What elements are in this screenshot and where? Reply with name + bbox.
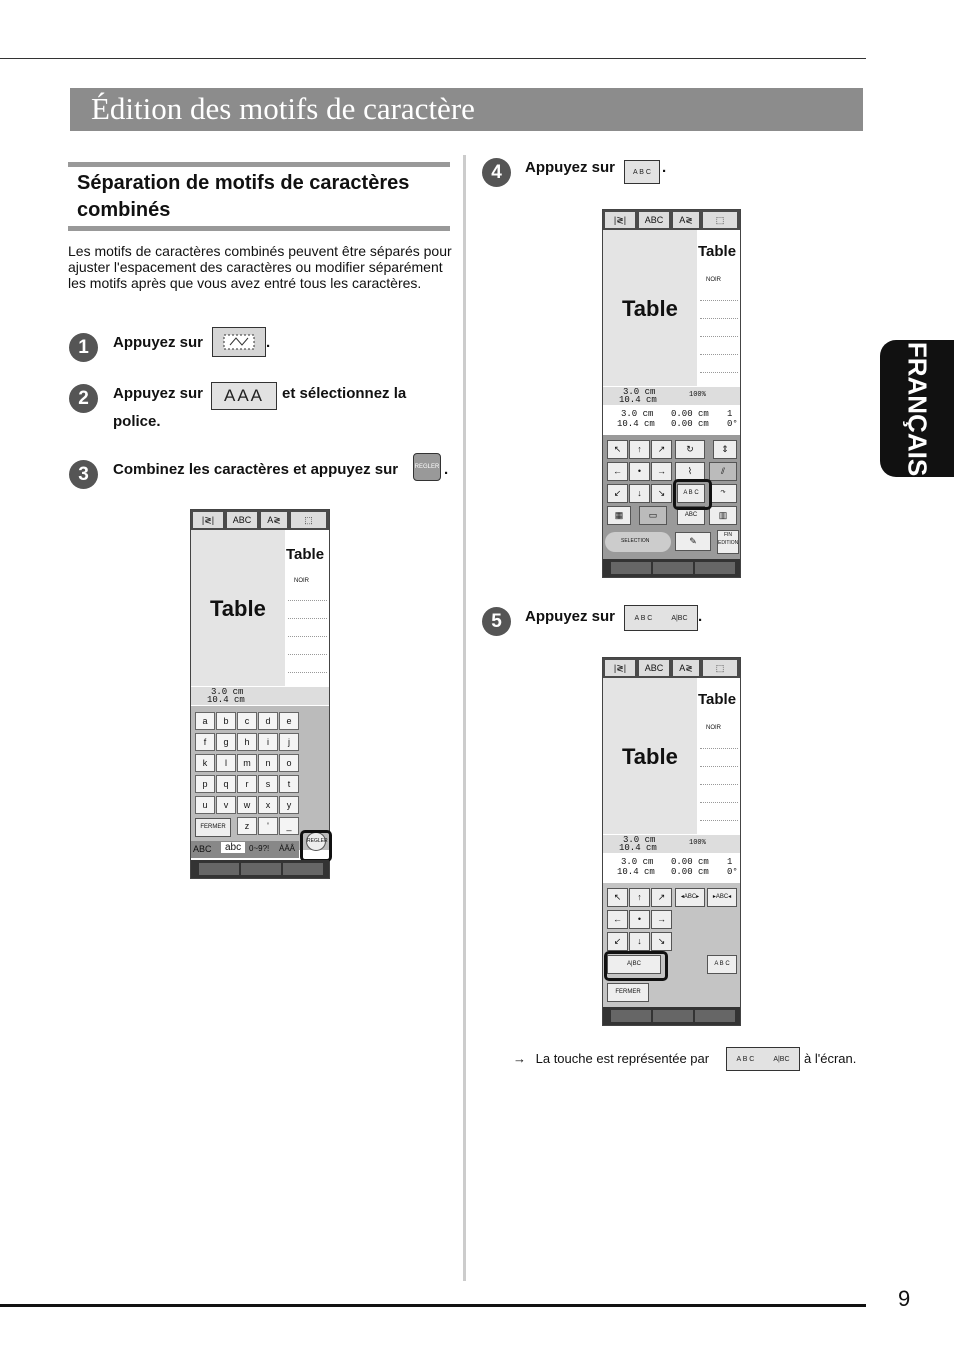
key-u[interactable]: u — [195, 796, 215, 814]
bottom-btn-1[interactable] — [199, 863, 239, 875]
split-icon-left: A B C — [634, 614, 653, 622]
position-info — [603, 855, 740, 881]
center-button[interactable]: • — [629, 462, 650, 481]
size-height: 10.4 cm — [207, 695, 245, 705]
rotate-button[interactable]: ↻ — [675, 440, 705, 459]
size-info-row — [603, 387, 740, 405]
key-r[interactable]: r — [237, 775, 257, 793]
preview-word: Table — [622, 296, 678, 321]
char-tabs — [191, 841, 299, 858]
screen-bottom-bar — [191, 860, 329, 878]
size-height: 10.4 cm — [619, 843, 657, 853]
keyboard-panel — [191, 706, 329, 850]
angle: 0° — [727, 419, 738, 429]
tab-needle: |≷| — [605, 660, 635, 676]
step-2-after: et sélectionnez la — [282, 385, 407, 402]
size-width: 3.0 cm — [623, 387, 656, 397]
language-tab — [880, 340, 954, 477]
step-1-text — [113, 329, 203, 357]
bottom-rule — [0, 1304, 866, 1307]
intro-paragraph: Les motifs de caractères combinés peuvent être séparés pour ajuster l'espacement des caractères ou modifier séparément les motifs après que vous avez entré tous les caractères. — [68, 243, 452, 291]
arrow-up-right-button[interactable]: ↗ — [651, 888, 672, 907]
title-bar — [70, 88, 863, 131]
char-tab-lower[interactable]: abc — [221, 842, 245, 853]
spacing-panel — [603, 883, 740, 1007]
border-button[interactable]: ▭ — [639, 506, 667, 525]
zoom-level[interactable]: 100% — [689, 839, 706, 847]
letter-spacing-icon: A B C — [624, 160, 660, 184]
key-f[interactable]: f — [195, 733, 215, 751]
key-s[interactable]: s — [258, 775, 278, 793]
step-3-label: Combinez les caractères et appuyez sur — [113, 461, 399, 478]
size-width: 3.0 cm — [211, 687, 244, 697]
size-width: 3.0 cm — [623, 835, 656, 845]
arrow-left-button[interactable]: ← — [607, 462, 628, 481]
note — [513, 1048, 709, 1070]
preview-word: Table — [210, 596, 266, 621]
tab-font: A≷ — [673, 212, 699, 228]
note-after: à l'écran. — [804, 1051, 857, 1066]
bottom-btn-3[interactable] — [695, 562, 735, 574]
size-button[interactable]: ⇕ — [713, 440, 737, 459]
step-1-label: Appuyez sur — [113, 334, 204, 351]
thread-color: NOIR — [706, 277, 721, 283]
step-number-4: 4 — [482, 158, 511, 187]
arrow-down-left-button[interactable]: ↙ — [607, 484, 628, 503]
screen-spacing — [602, 657, 741, 1026]
char-tab-accent[interactable]: ÀÄÂ — [279, 844, 296, 853]
column-separator — [463, 155, 466, 1281]
note-icon-left: A B C — [736, 1055, 755, 1063]
tab-abc: ABC — [639, 212, 669, 228]
key-p[interactable]: p — [195, 775, 215, 793]
edit-button[interactable]: ✎ — [675, 532, 711, 551]
preview-area — [191, 530, 285, 686]
bottom-btn-2[interactable] — [653, 562, 693, 574]
key-h[interactable]: h — [237, 733, 257, 751]
key-l[interactable]: l — [216, 754, 236, 772]
arrow-up-right-button[interactable]: ↗ — [651, 440, 672, 459]
tab-abc: ABC — [227, 512, 257, 528]
arrow-up-button[interactable]: ↑ — [629, 440, 650, 459]
offset-x: 0.00 cm — [671, 409, 709, 419]
step-number-5: 5 — [482, 607, 511, 636]
highlight-spacing-button — [673, 479, 712, 510]
arrow-left-button[interactable]: ← — [607, 910, 628, 929]
step-number-3: 3 — [69, 460, 98, 489]
thread-list — [286, 530, 329, 686]
bottom-btn-3[interactable] — [695, 1010, 735, 1022]
step-5-label: Appuyez sur — [525, 608, 616, 625]
key-c[interactable]: c — [237, 712, 257, 730]
page-number: 9 — [898, 1286, 911, 1311]
note-icon-right: A|BC — [773, 1055, 790, 1063]
offset-x: 0.00 cm — [671, 857, 709, 867]
key-a[interactable]: a — [195, 712, 215, 730]
key-extra-2[interactable]: _ — [279, 817, 299, 835]
selection-control[interactable] — [605, 532, 671, 552]
key-q[interactable]: q — [216, 775, 236, 793]
tab-font: A≷ — [673, 660, 699, 676]
arrow-right-button[interactable]: → — [651, 910, 672, 929]
curve-button[interactable]: ↷ — [709, 484, 737, 503]
edit-panel — [603, 435, 740, 559]
arrow-up-left-button[interactable]: ↖ — [607, 888, 628, 907]
position-info — [603, 407, 740, 433]
split-button[interactable]: A|BC — [607, 955, 661, 974]
key-b[interactable]: b — [216, 712, 236, 730]
split-key-icon — [726, 1047, 800, 1071]
pos-height: 10.4 cm — [617, 419, 655, 429]
font-select-icon: AAA — [211, 382, 277, 410]
selection-label: SELECTION — [621, 538, 650, 544]
arrow-down-button[interactable]: ↓ — [629, 932, 650, 951]
preview-area — [603, 678, 697, 834]
screen-keyboard — [190, 509, 330, 879]
arrow-up-left-button[interactable]: ↖ — [607, 440, 628, 459]
thread-list — [698, 678, 740, 834]
key-i[interactable]: i — [258, 733, 278, 751]
arrow-up-button[interactable]: ↑ — [629, 888, 650, 907]
thread-color: NOIR — [294, 578, 309, 584]
tab-font: A≷ — [261, 512, 287, 528]
thread-list-button[interactable]: ▥ — [709, 506, 737, 525]
thread-word: Table — [698, 243, 737, 260]
array-button[interactable]: ⌇ — [675, 462, 705, 481]
tab-needle: |≷| — [605, 212, 635, 228]
arrow-down-right-button[interactable]: ↘ — [651, 932, 672, 951]
center-button[interactable]: • — [629, 910, 650, 929]
reset-spacing-button[interactable]: A B C — [707, 955, 737, 974]
key-g[interactable]: g — [216, 733, 236, 751]
screen-bottom-bar — [603, 559, 740, 577]
preview-word: Table — [622, 744, 678, 769]
preview-area — [603, 230, 697, 386]
size-info-row — [603, 835, 740, 853]
fermer-button[interactable]: FERMER — [607, 983, 649, 1002]
key-e[interactable]: e — [279, 712, 299, 730]
key-o[interactable]: o — [279, 754, 299, 772]
note-arrow: → — [513, 1051, 526, 1066]
note-before: La touche est représentée par — [535, 1051, 710, 1066]
thread-color: NOIR — [706, 725, 721, 731]
thread-word: Table — [286, 546, 325, 563]
char-tab-num[interactable]: 0~9?! — [249, 844, 270, 853]
letter-spacing-button[interactable]: A B C — [677, 484, 705, 503]
screen-edit — [602, 209, 741, 578]
pos-width: 3.0 cm — [621, 409, 654, 419]
step-3-after: . — [444, 461, 449, 478]
key-v[interactable]: v — [216, 796, 236, 814]
bottom-btn-2[interactable] — [241, 863, 281, 875]
arrow-right-button[interactable]: → — [651, 462, 672, 481]
step-2-label: Appuyez sur — [113, 385, 204, 402]
spacing-wide-button[interactable]: ▸ABC◂ — [707, 888, 737, 907]
top-rule — [0, 58, 866, 59]
step-4-label: Appuyez sur — [525, 159, 616, 176]
angle: 0° — [727, 867, 738, 877]
tab-abc: ABC — [639, 660, 669, 676]
fin-edition-button[interactable]: FIN EDITION — [717, 530, 739, 554]
mirror-button[interactable]: ⫽ — [709, 462, 737, 481]
spacing-button[interactable]: ABC — [677, 506, 705, 525]
key-d[interactable]: d — [258, 712, 278, 730]
char-tab-upper[interactable]: ABC — [193, 844, 212, 854]
bottom-btn-1[interactable] — [611, 1010, 651, 1022]
split-letters-icon — [624, 605, 698, 631]
size-info-row — [191, 687, 329, 705]
arrow-down-left-button[interactable]: ↙ — [607, 932, 628, 951]
language-tab-label: FRANÇAIS — [902, 341, 933, 476]
section-heading: Séparation de motifs de caractères combinés — [77, 172, 410, 221]
tab-edit: ⬚ — [703, 212, 737, 228]
repeat-count: 1 — [727, 409, 733, 419]
key-x[interactable]: x — [258, 796, 278, 814]
fermer-button[interactable]: FERMER — [195, 818, 231, 837]
bottom-btn-2[interactable] — [653, 1010, 693, 1022]
split-icon-right: A|BC — [671, 614, 688, 622]
highlight-regler — [300, 830, 332, 862]
density-button[interactable]: ▦ — [607, 506, 631, 525]
tab-needle: |≷| — [193, 512, 223, 528]
key-w[interactable]: w — [237, 796, 257, 814]
key-k[interactable]: k — [195, 754, 215, 772]
screen-tabs — [603, 210, 740, 230]
key-extra-0[interactable]: z — [237, 817, 257, 835]
screen-tabs — [191, 510, 329, 530]
key-y[interactable]: y — [279, 796, 299, 814]
tab-edit: ⬚ — [703, 660, 737, 676]
screen-tabs — [603, 658, 740, 678]
highlight-split-button — [604, 951, 668, 981]
key-n[interactable]: n — [258, 754, 278, 772]
step-4-after: . — [662, 159, 667, 176]
key-j[interactable]: j — [279, 733, 299, 751]
section-heading-rule-bottom — [68, 226, 450, 231]
regler-button[interactable]: REGLER — [306, 832, 326, 851]
step-number-1: 1 — [69, 333, 98, 362]
thread-list — [698, 230, 740, 386]
step-number-2: 2 — [69, 384, 98, 413]
page-title: Édition des motifs de caractère — [91, 91, 475, 126]
pos-height: 10.4 cm — [617, 867, 655, 877]
key-extra-1[interactable]: ' — [258, 817, 278, 835]
repeat-count: 1 — [727, 857, 733, 867]
arrow-down-button[interactable]: ↓ — [629, 484, 650, 503]
pos-width: 3.0 cm — [621, 857, 654, 867]
zoom-level[interactable]: 100% — [689, 391, 706, 399]
regler-icon: REGLER — [413, 453, 441, 481]
arrow-down-right-button[interactable]: ↘ — [651, 484, 672, 503]
tab-edit: ⬚ — [291, 512, 326, 528]
size-height: 10.4 cm — [619, 395, 657, 405]
edit-letters-icon — [212, 327, 266, 357]
step-5-after: . — [698, 608, 703, 625]
key-m[interactable]: m — [237, 754, 257, 772]
bottom-btn-1[interactable] — [611, 562, 651, 574]
thread-word: Table — [698, 691, 737, 708]
step-2-line2: police. — [113, 413, 161, 430]
key-t[interactable]: t — [279, 775, 299, 793]
step-1-after: . — [266, 334, 271, 351]
spacing-narrow-button[interactable]: ◂ABC▸ — [675, 888, 705, 907]
offset-y: 0.00 cm — [671, 867, 709, 877]
screen-bottom-bar — [603, 1007, 740, 1025]
bottom-btn-3[interactable] — [283, 863, 323, 875]
section-heading-rule-top — [68, 162, 450, 167]
offset-y: 0.00 cm — [671, 419, 709, 429]
